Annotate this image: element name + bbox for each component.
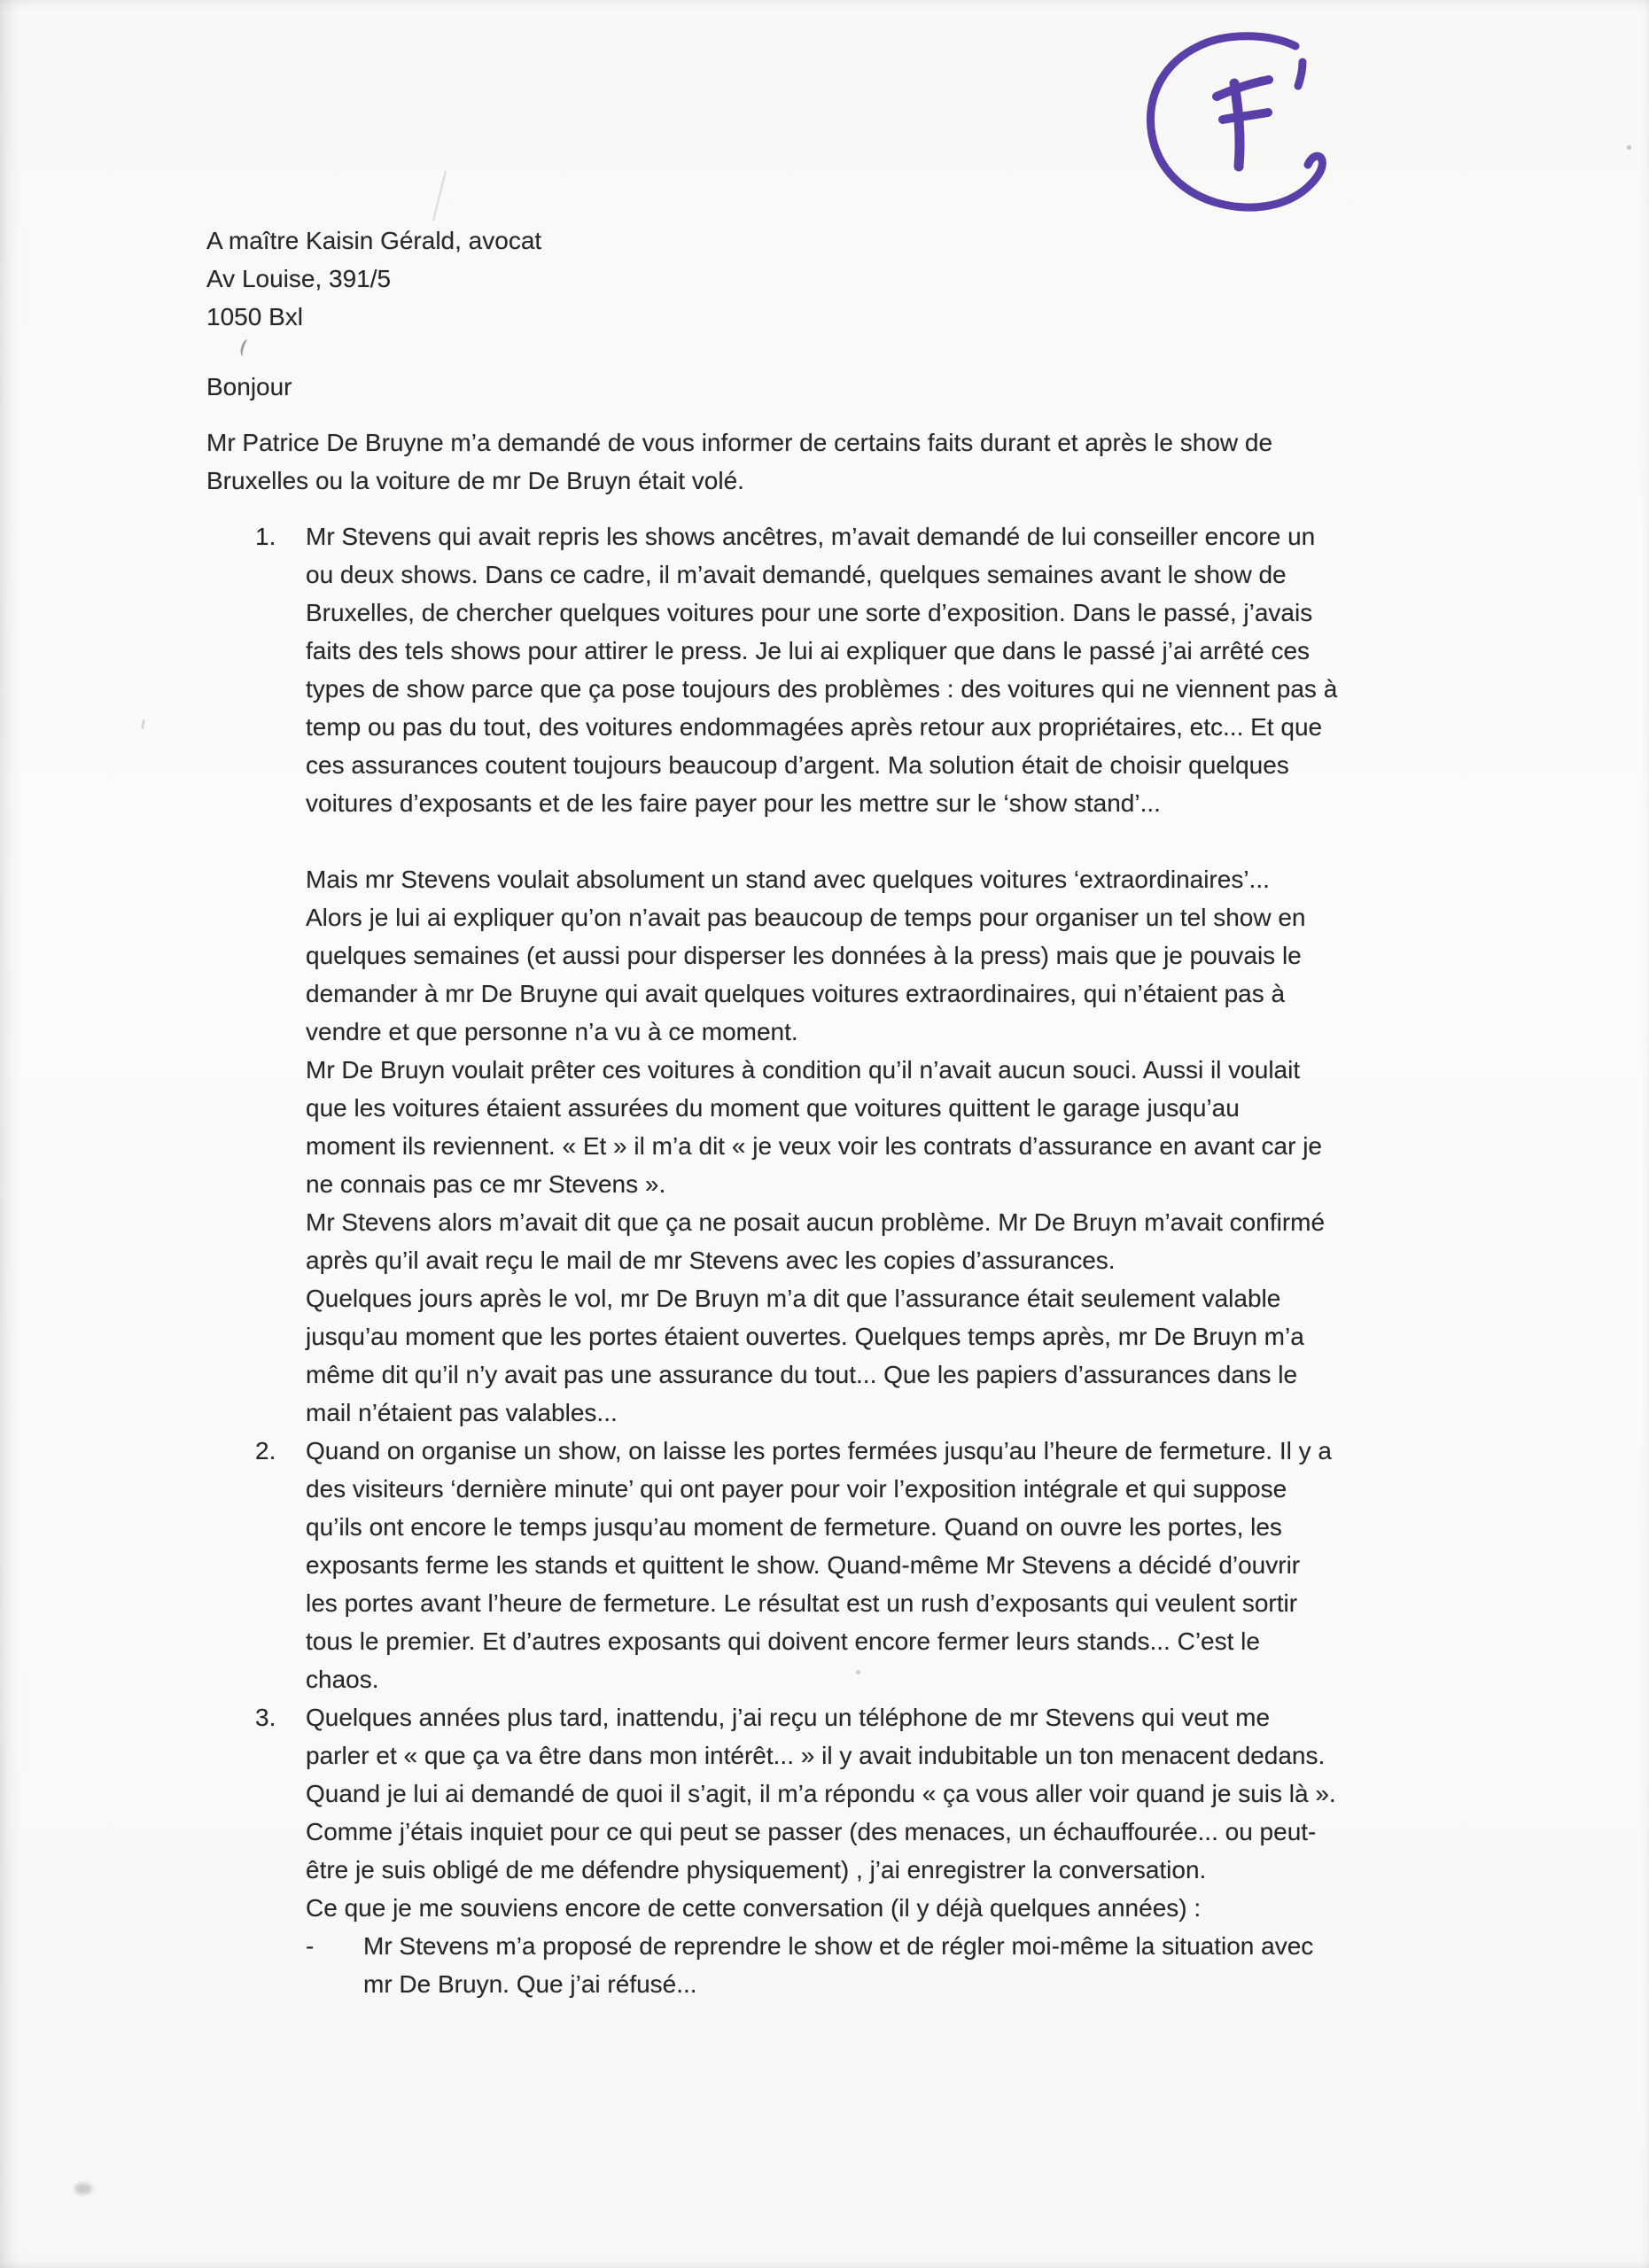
- text-line: ou deux shows. Dans ce cadre, il m’avait demandé, quelques semaines avant le show de: [306, 561, 1287, 588]
- text-line: qu’ils ont encore le temps jusqu’au moment de fermeture. Quand on ouvre les portes, les: [306, 1513, 1282, 1541]
- list-item-1-number: 1.: [255, 523, 276, 550]
- handwritten-grade-mark: [1139, 27, 1347, 221]
- text-line: quelques semaines (et aussi pour disperser les données à la press) mais que je pouvais le: [306, 942, 1302, 969]
- list-item-2: [206, 1432, 1447, 1698]
- text-line: Mr Patrice De Bruyne m’a demandé de vous informer de certains faits durant et après le show de: [206, 429, 1273, 456]
- text-line: après qu’il avait reçu le mail de mr Stevens avec les copies d’assurances.: [306, 1247, 1116, 1274]
- text-line: A maître Kaisin Gérald, avocat: [206, 227, 542, 254]
- text-line: Quand on organise un show, on laisse les portes fermées jusqu’au l’heure de fermeture. Il y a: [306, 1437, 1332, 1464]
- list-item-3-body: [306, 1698, 1447, 2003]
- list-item-2-number: 2.: [255, 1437, 276, 1464]
- text-line: Comme j’étais inquiet pour ce qui peut se passer (des menaces, un échauffourée... ou peut-: [306, 1818, 1317, 1845]
- text-line: exposants ferme les stands et quittent le show. Quand-même Mr Stevens a décidé d’ouvrir: [306, 1551, 1301, 1579]
- paragraph: [306, 1698, 1447, 1927]
- text-line: Mr De Bruyn voulait prêter ces voitures à condition qu’il n’avait aucun souci. Aussi il voulait: [306, 1056, 1301, 1084]
- recipient-address: [206, 221, 1447, 336]
- list-item-1: [206, 517, 1447, 1432]
- intro-paragraph: [206, 423, 1447, 500]
- text-line: Mr Stevens qui avait repris les shows ancêtres, m’avait demandé de lui conseiller encore un: [306, 523, 1316, 550]
- grade-letter-f-top-bar: [1217, 80, 1269, 97]
- text-line: que les voitures étaient assurées du moment que voitures quittent le garage jusqu’au: [306, 1094, 1240, 1122]
- text-line: vendre et que personne n’a vu à ce moment.: [306, 1018, 798, 1045]
- greeting: Bonjour: [206, 373, 292, 400]
- dash-bullet-marker: -: [306, 1932, 315, 1960]
- text-line: Ce que je me souviens encore de cette conversation (il y déjà quelques années) :: [306, 1894, 1202, 1922]
- text-line: Mais mr Stevens voulait absolument un stand avec quelques voitures ‘extraordinaires’...: [306, 866, 1270, 893]
- text-line: moment ils reviennent. « Et » il m’a dit « je veux voir les contrats d’assurance en avant car je: [306, 1132, 1322, 1160]
- text-line: même dit qu’il n’y avait pas une assurance du tout... Que les papiers d’assurances dans le: [306, 1361, 1298, 1388]
- text-line: tous le premier. Et d’autres exposants qui doivent encore fermer leurs stands... C’est le: [306, 1627, 1260, 1655]
- text-line: Bruxelles ou la voiture de mr De Bruyn était volé.: [206, 467, 744, 494]
- grade-letter-f-stem: [1234, 83, 1240, 167]
- list-item-1-body: [306, 517, 1447, 1432]
- text-line: être je suis obligé de me défendre physiquement) , j’ai enregistrer la conversation.: [306, 1856, 1207, 1884]
- text-line: mail n’étaient pas valables...: [306, 1399, 618, 1426]
- grade-letter-f-mid-bar: [1223, 113, 1268, 120]
- text-line: les portes avant l’heure de fermeture. Le résultat est un rush d’exposants qui veulent sortir: [306, 1589, 1298, 1617]
- text-line: Quelques jours après le vol, mr De Bruyn m’a dit que l’assurance était seulement valable: [306, 1285, 1281, 1312]
- text-line: temp ou pas du tout, des voitures endommagées après retour aux propriétaires, etc... Et que: [306, 713, 1323, 741]
- text-line: parler et « que ça va être dans mon intérêt... » il y avait indubitable un ton menacent dedans.: [306, 1742, 1326, 1769]
- text-line: voitures d’exposants et de les faire payer pour les mettre sur le ‘show stand’...: [306, 789, 1161, 817]
- text-line: demander à mr De Bruyne qui avait quelques voitures extraordinaires, qui n’étaient pas à: [306, 980, 1286, 1007]
- paragraph: [306, 860, 1447, 1432]
- paragraph: [306, 517, 1447, 822]
- sub-bullet-item: [306, 1927, 1447, 2003]
- sub-bullet-text: [363, 1927, 1447, 2003]
- text-line: types de show parce que ça pose toujours des problèmes : des voitures qui ne viennent pas à: [306, 675, 1338, 703]
- text-line: 1050 Bxl: [206, 303, 303, 330]
- text-line: chaos.: [306, 1666, 379, 1693]
- text-line: ne connais pas ce mr Stevens ».: [306, 1170, 666, 1198]
- list-item-3: [206, 1698, 1447, 2003]
- letter-body: [206, 221, 1447, 2003]
- paragraph: [306, 1432, 1447, 1698]
- text-line: des visiteurs ‘dernière minute’ qui ont payer pour voir l’exposition intégrale et qui suppose: [306, 1475, 1287, 1503]
- text-line: Av Louise, 391/5: [206, 265, 392, 292]
- numbered-list: [206, 517, 1447, 2003]
- list-item-2-body: [306, 1432, 1447, 1698]
- grade-tick-mark: [1298, 62, 1303, 86]
- text-line: Alors je lui ai expliquer qu’on n’avait pas beaucoup de temps pour organiser un tel show en: [306, 904, 1306, 931]
- text-line: Bruxelles, de chercher quelques voitures pour une sorte d’exposition. Dans le passé, j’avais: [306, 599, 1313, 626]
- text-line: faits des tels shows pour attirer le press. Je lui ai expliquer que dans le passé j’ai arrêté ces: [306, 637, 1311, 664]
- text-line: mr De Bruyn. Que j’ai réfusé...: [363, 1970, 697, 1998]
- text-line: ces assurances coutent toujours beaucoup d’argent. Ma solution était de choisir quelques: [306, 751, 1289, 779]
- text-line: Mr Stevens m’a proposé de reprendre le show et de régler moi-même la situation avec: [363, 1932, 1314, 1960]
- text-line: Quand je lui ai demandé de quoi il s’agit, il m’a répondu « ça vous aller voir quand je suis là ».: [306, 1780, 1336, 1807]
- text-line: jusqu’au moment que les portes étaient ouvertes. Quelques temps après, mr De Bruyn m’a: [306, 1323, 1304, 1350]
- text-line: Mr Stevens alors m’avait dit que ça ne posait aucun problème. Mr De Bruyn m’avait confirmé: [306, 1208, 1326, 1236]
- list-item-3-number: 3.: [255, 1704, 276, 1731]
- text-line: Quelques années plus tard, inattendu, j’ai reçu un téléphone de mr Stevens qui veut me: [306, 1704, 1271, 1731]
